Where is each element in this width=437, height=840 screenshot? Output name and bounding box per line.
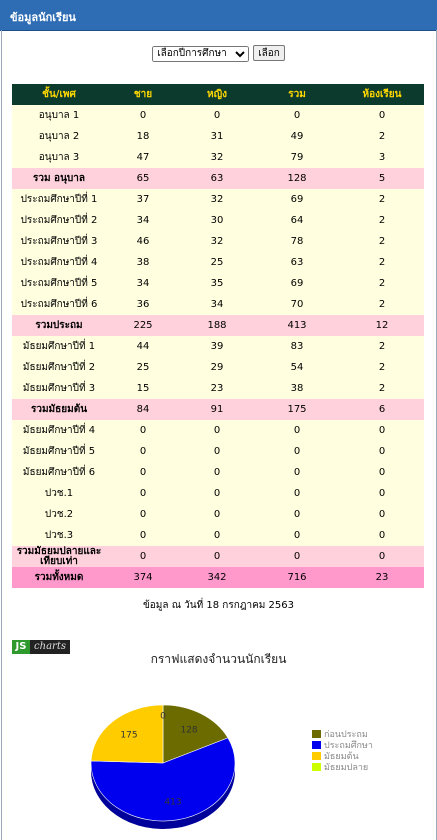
table-row: [12, 336, 424, 357]
value-cell: 12: [340, 315, 424, 336]
value-cell: 0: [254, 105, 340, 126]
value-cell: 374: [106, 567, 180, 588]
table-header-cell: ห้องเรียน: [340, 84, 424, 105]
value-cell: 32: [180, 231, 254, 252]
chart-legend: [312, 728, 373, 772]
value-cell: 0: [106, 546, 180, 567]
value-cell: 47: [106, 147, 180, 168]
row-label-cell: ปวช.3: [12, 525, 106, 546]
row-label-cell: รวมทั้งหมด: [12, 567, 106, 588]
value-cell: 2: [340, 126, 424, 147]
value-cell: 69: [254, 273, 340, 294]
update-date: ข้อมูล ณ วันที่ 18 กรกฎาคม 2563: [142, 600, 295, 611]
value-cell: 65: [106, 168, 180, 189]
value-cell: 83: [254, 336, 340, 357]
value-cell: 413: [254, 315, 340, 336]
value-cell: 36: [106, 294, 180, 315]
table-body: [12, 105, 424, 588]
value-cell: 6: [340, 399, 424, 420]
value-cell: 49: [254, 126, 340, 147]
value-cell: 69: [254, 189, 340, 210]
row-label-cell: ประถมศึกษาปีที่ 2: [12, 210, 106, 231]
row-label-cell: อนุบาล 2: [12, 126, 106, 147]
table-row: [12, 210, 424, 231]
table-header-cell: ชั้น/เพศ: [12, 84, 106, 105]
value-cell: 23: [340, 567, 424, 588]
table-row: [12, 483, 424, 504]
table-row: [12, 420, 424, 441]
value-cell: 2: [340, 336, 424, 357]
table-row: [12, 294, 424, 315]
value-cell: 0: [106, 462, 180, 483]
pie-chart: [80, 695, 310, 840]
value-cell: 0: [106, 420, 180, 441]
page-header: [0, 0, 437, 31]
value-cell: 188: [180, 315, 254, 336]
row-label-cell: ประถมศึกษาปีที่ 6: [12, 294, 106, 315]
value-cell: 91: [180, 399, 254, 420]
value-cell: 0: [180, 546, 254, 567]
value-cell: 0: [106, 483, 180, 504]
value-cell: 0: [180, 105, 254, 126]
value-cell: 0: [254, 546, 340, 567]
value-cell: 716: [254, 567, 340, 588]
pie-value-label: 413: [164, 797, 182, 808]
row-label-cell: รวมมัธยมต้น: [12, 399, 106, 420]
value-cell: 79: [254, 147, 340, 168]
row-label-cell: ประถมศึกษาปีที่ 5: [12, 273, 106, 294]
value-cell: 3: [340, 147, 424, 168]
subtotal-row: [12, 315, 424, 336]
row-label-cell: มัธยมศึกษาปีที่ 5: [12, 441, 106, 462]
value-cell: 0: [254, 483, 340, 504]
value-cell: 2: [340, 210, 424, 231]
logo-js: JS: [12, 640, 30, 654]
value-cell: 0: [340, 483, 424, 504]
value-cell: 2: [340, 294, 424, 315]
value-cell: 0: [254, 462, 340, 483]
legend-swatch: [312, 763, 321, 771]
legend-label: ประถมศึกษา: [324, 740, 373, 751]
value-cell: 0: [106, 105, 180, 126]
legend-swatch: [312, 741, 321, 749]
value-cell: 175: [254, 399, 340, 420]
legend-label: มัธยมปลาย: [324, 762, 369, 773]
value-cell: 0: [340, 525, 424, 546]
row-label-cell: ประถมศึกษาปีที่ 4: [12, 252, 106, 273]
value-cell: 0: [340, 441, 424, 462]
pie-value-label: 128: [180, 725, 198, 736]
year-filter: [0, 45, 437, 62]
table-row: [12, 525, 424, 546]
value-cell: 225: [106, 315, 180, 336]
value-cell: 5: [340, 168, 424, 189]
value-cell: 0: [254, 441, 340, 462]
value-cell: 0: [254, 525, 340, 546]
legend-swatch: [312, 730, 321, 738]
row-label-cell: มัธยมศึกษาปีที่ 3: [12, 378, 106, 399]
value-cell: 15: [106, 378, 180, 399]
legend-label: ก่อนประถม: [324, 729, 368, 740]
value-cell: 0: [254, 420, 340, 441]
value-cell: 342: [180, 567, 254, 588]
value-cell: 0: [340, 504, 424, 525]
value-cell: 34: [106, 273, 180, 294]
value-cell: 38: [254, 378, 340, 399]
value-cell: 2: [340, 357, 424, 378]
value-cell: 0: [106, 525, 180, 546]
legend-swatch: [312, 752, 321, 760]
value-cell: 23: [180, 378, 254, 399]
value-cell: 84: [106, 399, 180, 420]
subtotal-row: [12, 399, 424, 420]
value-cell: 0: [340, 546, 424, 567]
row-label-cell: มัธยมศึกษาปีที่ 2: [12, 357, 106, 378]
logo-charts: charts: [30, 640, 70, 654]
table-row: [12, 231, 424, 252]
value-cell: 0: [180, 462, 254, 483]
pie-value-label: 0: [160, 711, 166, 722]
value-cell: 2: [340, 231, 424, 252]
table-header-cell: รวม: [254, 84, 340, 105]
table-header-cell: หญิง: [180, 84, 254, 105]
value-cell: 2: [340, 273, 424, 294]
value-cell: 32: [180, 189, 254, 210]
table-row: [12, 441, 424, 462]
table-row: [12, 252, 424, 273]
value-cell: 2: [340, 378, 424, 399]
subtotal-row: [12, 546, 424, 567]
table-row: [12, 504, 424, 525]
value-cell: 0: [180, 420, 254, 441]
academic-year-select[interactable]: [152, 46, 249, 62]
value-cell: 25: [180, 252, 254, 273]
chart-title: กราฟแสดงจำนวนนักเรียน: [150, 652, 287, 666]
pie-value-label: 175: [120, 730, 138, 741]
value-cell: 63: [254, 252, 340, 273]
value-cell: 44: [106, 336, 180, 357]
value-cell: 0: [254, 504, 340, 525]
value-cell: 25: [106, 357, 180, 378]
value-cell: 0: [340, 105, 424, 126]
value-cell: 70: [254, 294, 340, 315]
value-cell: 35: [180, 273, 254, 294]
legend-label: มัธยมต้น: [324, 751, 359, 762]
value-cell: 64: [254, 210, 340, 231]
value-cell: 0: [106, 441, 180, 462]
row-label-cell: ปวช.2: [12, 504, 106, 525]
row-label-cell: รวมมัธยมปลายและเทียบเท่า: [12, 546, 106, 567]
row-label-cell: ประถมศึกษาปีที่ 1: [12, 189, 106, 210]
table-row: [12, 273, 424, 294]
value-cell: 34: [106, 210, 180, 231]
table-row: [12, 105, 424, 126]
row-label-cell: ปวช.1: [12, 483, 106, 504]
value-cell: 34: [180, 294, 254, 315]
value-cell: 63: [180, 168, 254, 189]
value-cell: 78: [254, 231, 340, 252]
value-cell: 0: [180, 483, 254, 504]
student-stats-table: [12, 84, 424, 588]
value-cell: 29: [180, 357, 254, 378]
table-row: [12, 378, 424, 399]
table-header-row: [12, 84, 424, 105]
row-label-cell: รวมประถม: [12, 315, 106, 336]
value-cell: 0: [106, 504, 180, 525]
select-button[interactable]: เลือก: [253, 45, 285, 61]
table-row: [12, 147, 424, 168]
value-cell: 0: [340, 420, 424, 441]
value-cell: 128: [254, 168, 340, 189]
subtotal-row: [12, 168, 424, 189]
legend-item: [312, 761, 373, 772]
row-label-cell: มัธยมศึกษาปีที่ 4: [12, 420, 106, 441]
value-cell: 2: [340, 189, 424, 210]
row-label-cell: รวม อนุบาล: [12, 168, 106, 189]
row-label-cell: มัธยมศึกษาปีที่ 6: [12, 462, 106, 483]
table-row: [12, 462, 424, 483]
row-label-cell: อนุบาล 1: [12, 105, 106, 126]
row-label-cell: อนุบาล 3: [12, 147, 106, 168]
table-header-cell: ชาย: [106, 84, 180, 105]
value-cell: 18: [106, 126, 180, 147]
value-cell: 0: [180, 504, 254, 525]
value-cell: 54: [254, 357, 340, 378]
table-row: [12, 126, 424, 147]
grand-total-row: [12, 567, 424, 588]
value-cell: 0: [180, 525, 254, 546]
value-cell: 31: [180, 126, 254, 147]
table-row: [12, 189, 424, 210]
value-cell: 30: [180, 210, 254, 231]
row-label-cell: ประถมศึกษาปีที่ 3: [12, 231, 106, 252]
table-row: [12, 357, 424, 378]
value-cell: 0: [180, 441, 254, 462]
value-cell: 32: [180, 147, 254, 168]
value-cell: 0: [340, 462, 424, 483]
value-cell: 39: [180, 336, 254, 357]
value-cell: 46: [106, 231, 180, 252]
row-label-cell: มัธยมศึกษาปีที่ 1: [12, 336, 106, 357]
value-cell: 37: [106, 189, 180, 210]
header-title: ข้อมูลนักเรียน: [10, 11, 76, 24]
value-cell: 38: [106, 252, 180, 273]
value-cell: 2: [340, 252, 424, 273]
